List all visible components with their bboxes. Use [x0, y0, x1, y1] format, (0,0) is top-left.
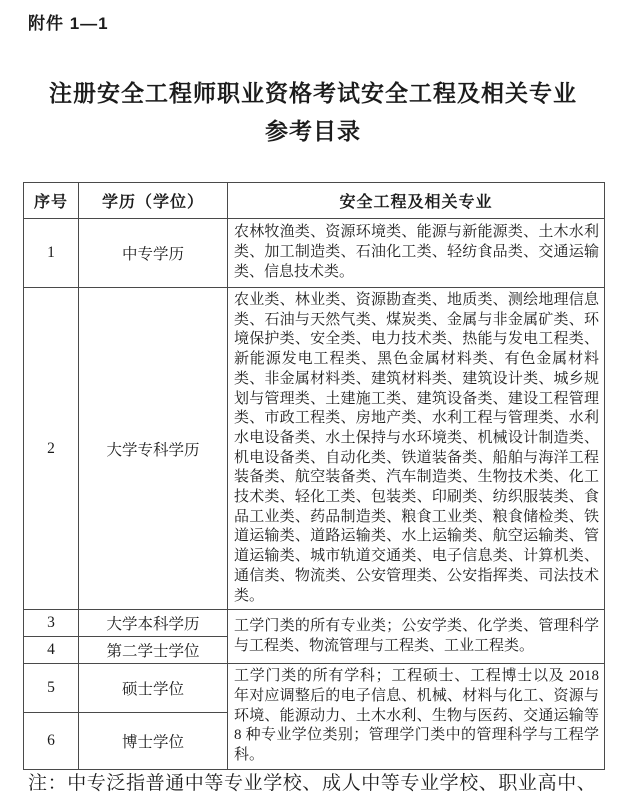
row4-seq: 4: [24, 637, 79, 664]
row6-seq: 6: [24, 712, 79, 769]
row1-degree: 中专学历: [79, 219, 228, 288]
header-seq: 序号: [24, 183, 79, 219]
table-header-row: [24, 183, 605, 219]
row5-6-majors: 工学门类的所有学科；工程硕士、工程博士以及 2018 年对应调整后的电子信息、机械、材料与化工、资源与环境、能源动力、土木水利、生物与医药、交通运输等 8 种专业学位类别；管理学门类中的管理科学与工程学科。: [228, 664, 605, 770]
footnote: 注：中专泛指普通中等专业学校、成人中等专业学校、职业高中、: [28, 773, 597, 794]
row5-degree: 硕士学位: [79, 664, 228, 713]
majors-catalog-table: [23, 182, 605, 770]
row1-majors: 农林牧渔类、资源环境类、能源与新能源类、土木水利类、加工制造类、石油化工类、轻纺食品类、交通运输类、信息技术类。: [228, 219, 605, 288]
document-title-line2: 参考目录: [265, 118, 361, 144]
row2-seq: 2: [24, 288, 79, 610]
row3-seq: 3: [24, 610, 79, 637]
row1-seq: 1: [24, 219, 79, 288]
table-row: [24, 664, 605, 713]
row4-degree: 第二学士学位: [79, 637, 228, 664]
table-row: [24, 219, 605, 288]
document-title: [0, 74, 626, 150]
row3-degree: 大学本科学历: [79, 610, 228, 637]
row6-degree: 博士学位: [79, 712, 228, 769]
attachment-label: 附件 1—1: [28, 14, 109, 33]
row2-majors: 农业类、林业类、资源勘查类、地质类、测绘地理信息类、石油与天然气类、煤炭类、金属与非金属矿类、环境保护类、安全类、电力技术类、热能与发电工程类、新能源发电工程类、黑色金属材料类、有色金属材料类、非金属材料类、建筑材料类、建筑设计类、城乡规划与管理类、土建施工类、建筑设备类、建设工程管理类、市政工程类、房地产类、水利工程与管理类、水利水电设备类、水土保持与水环境类、机械设计制造类、机电设备类、自动化类、铁道装备类、船舶与海洋工程装备类、航空装备类、汽车制造类、生物技术类、化工技术类、轻化工类、包装类、印刷类、纺织服装类、食品工业类、药品制造类、粮食工业类、粮食储检类、铁道运输类、道路运输类、水上运输类、航空运输类、管道运输类、城市轨道交通类、电子信息类、计算机类、通信类、物流类、公安管理类、公安指挥类、司法技术类。: [228, 288, 605, 610]
document-title-line1: 注册安全工程师职业资格考试安全工程及相关专业: [49, 80, 577, 106]
row3-4-majors: 工学门类的所有专业类；公安学类、化学类、管理科学与工程类、物流管理与工程类、工业工程类。: [228, 610, 605, 664]
row2-degree: 大学专科学历: [79, 288, 228, 610]
header-majors: 安全工程及相关专业: [228, 183, 605, 219]
row5-seq: 5: [24, 664, 79, 713]
table-row: [24, 288, 605, 610]
table-row: [24, 610, 605, 637]
header-degree: 学历（学位）: [79, 183, 228, 219]
